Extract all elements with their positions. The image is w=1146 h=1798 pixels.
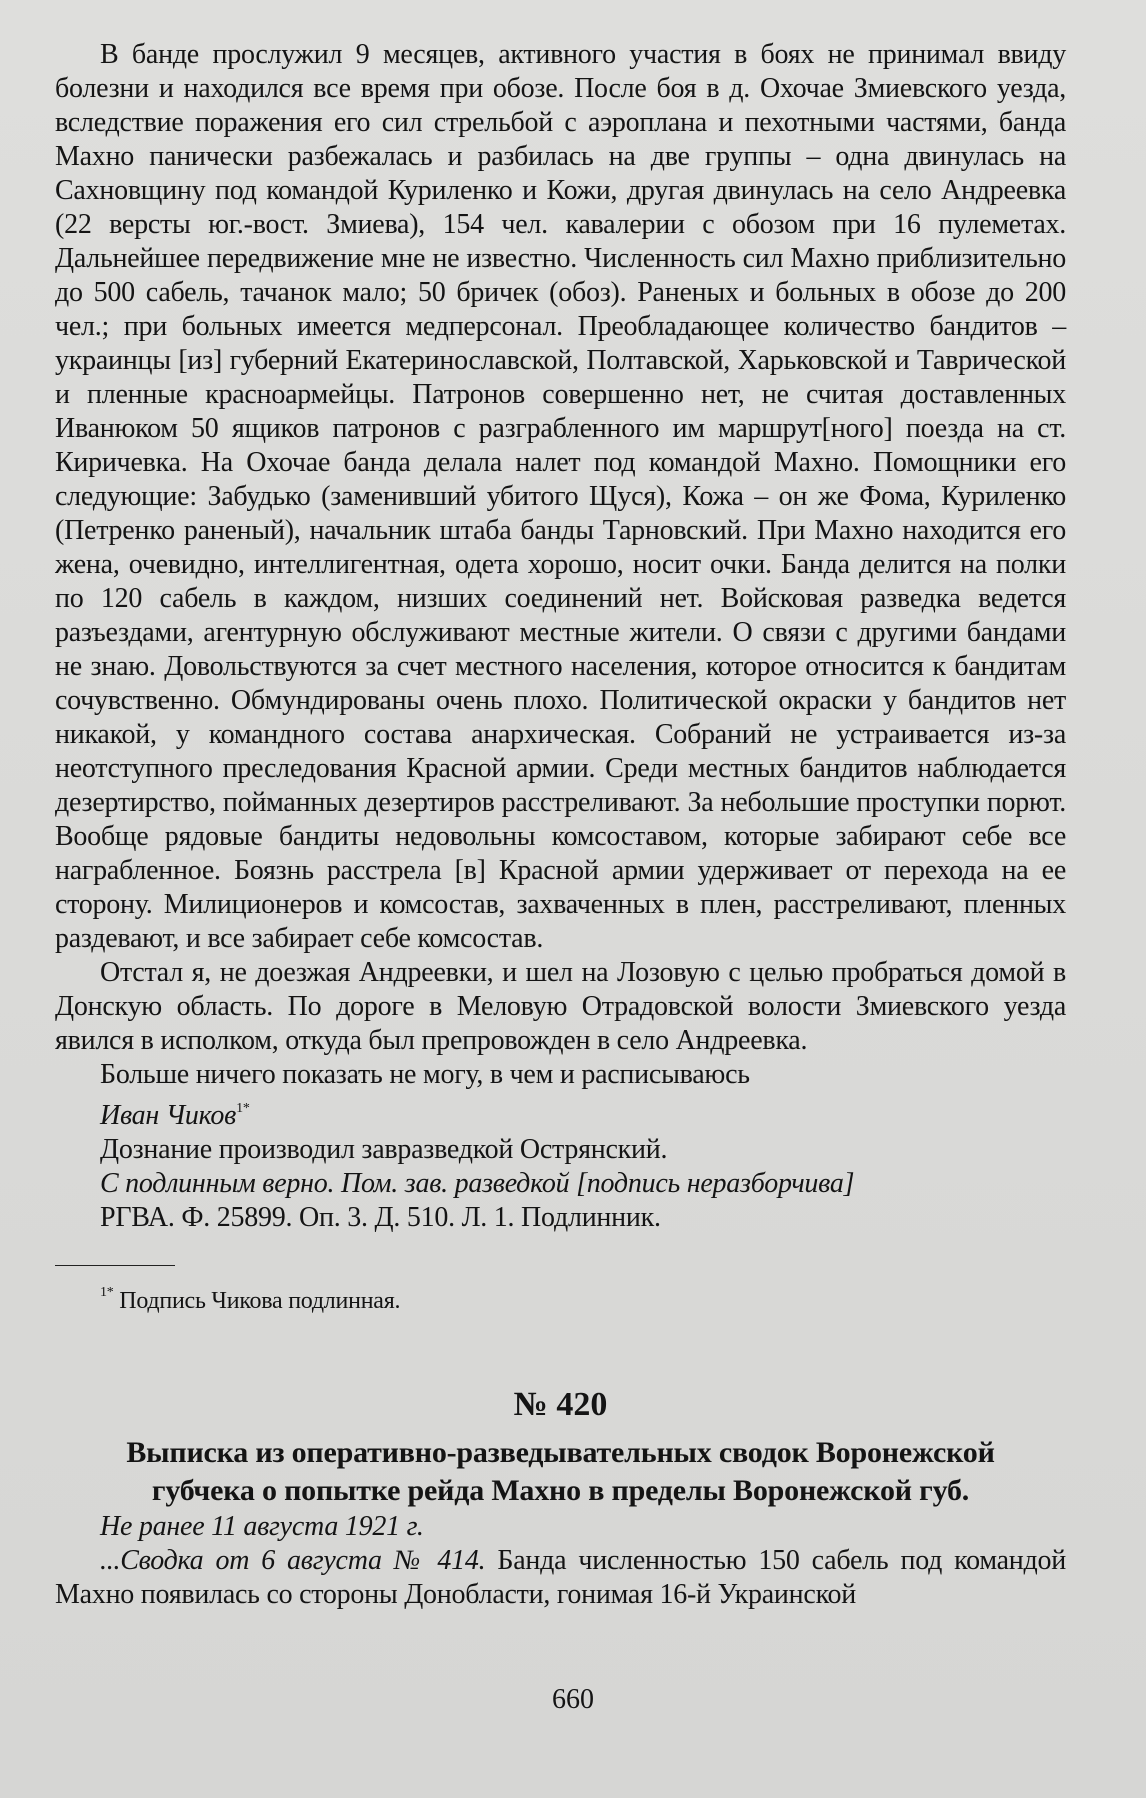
signature-line [55,1092,1066,1133]
excerpt-report-ref: ...Сводка от 6 августа № 414. [100,1545,486,1576]
inquiry-note: Дознание производил завразведкой Острянский. [100,1134,668,1165]
signature-name: Иван Чиков [100,1100,237,1131]
footnote [55,1276,1066,1318]
certification-line: С подлинным верно. Пом. зав. разведкой [подпись неразборчива] [100,1168,855,1199]
archive-source: РГВА. Ф. 25899. Оп. 3. Д. 510. Л. 1. Подлинник. [100,1202,661,1233]
signature-footnote-mark: 1* [236,1101,250,1116]
footnote-divider [55,1265,175,1266]
document-number: № 420 [513,1386,608,1423]
footnote-text: Подпись Чикова подлинная. [119,1288,401,1314]
footnote-mark: 1* [100,1285,114,1300]
testimony-paragraph-1: В банде прослужил 9 месяцев, активного участия в боях не принимал ввиду болезни и находился все время при обозе. После боя в д. Охочае Змиевского уезда, вследствие поражения его сил стрельбой с аэроплана и пехотными частями, банда Махно панически разбежалась и разбилась на две группы – одна двинулась на Сахновщину под командой Куриленко и Кожи, другая двинулась на село Андреевка (22 версты юг.-вост. Змиева), 154 чел. кавалерии с обозом при 16 пулеметах. Дальнейшее передвижение мне не известно. Численность сил Махно приблизительно до 500 сабель, тачанок мало; 50 бричек (обоз). Раненых и больных в обозе до 200 чел.; при больных имеется медперсонал. Преобладающее количество бандитов – украинцы [из] губерний Екатеринославской, Полтавской, Харьковской и Таврической и пленные красноармейцы. Патронов совершенно нет, не считая доставленных Иванюком 50 ящиков патронов с разграбленного им маршрут[ного] поезда на ст. Киричевка. На Охочае банда делала налет под командой Махно. Помощники его следующие: Забудько (заменивший убитого Щуся), Кожа – он же Фома, Куриленко (Петренко раненый), начальник штаба банды Тарновский. При Махно находится его жена, очевидно, интеллигентная, одета хорошо, носит очки. Банда делится на полки по 120 сабель в каждом, низших соединений нет. Войсковая разведка ведется разъездами, агентурную обслуживают местные жители. О связи с другими бандами не знаю. Довольствуются за счет местного населения, которое относится к бандитам сочувственно. Обмундированы очень плохо. Политической окраски у бандитов нет никакой, у командного состава анархическая. Собраний не устраивается из-за неотступного преследования Красной армии. Среди местных бандитов наблюдается дезертирство, пойманных дезертиров расстреливают. За небольшие проступки порют. Вообще рядовые бандиты недовольны комсоставом, которые забирают себе все награбленное. Боязнь расстрела [в] Красной армии удерживает от перехода на ее сторону. Милиционеров и комсостав, захваченных в плен, расстреливают, пленных раздевают, и все забирает себе комсостав. [55,39,1066,954]
excerpt-text: Банда численностью 150 сабель под командой Махно появилась со стороны Донобласти, гонимая 16-й Украинской [55,1545,1066,1610]
page-number: 660 [552,1684,594,1715]
testimony-paragraph-3: Больше ничего показать не могу, в чем и расписываюсь [100,1059,750,1090]
document-title [55,1434,1066,1510]
document-title-line-2: губчека о попытке рейда Махно в пределы Воронежской губ. [151,1474,970,1507]
page-content [55,38,1066,1612]
document-excerpt [55,1544,1066,1612]
testimony-paragraph-2: Отстал я, не доезжая Андреевки, и шел на Лозовую с целью пробраться домой в Донскую область. По дороге в Меловую Отрадовской волости Змиевского уезда явился в исполком, откуда был препровожден в село Андреевка. [55,957,1066,1056]
document-date: Не ранее 11 августа 1921 г. [100,1511,424,1542]
document-title-line-1: Выписка из оперативно-разведывательных сводок Воронежской [126,1436,995,1469]
